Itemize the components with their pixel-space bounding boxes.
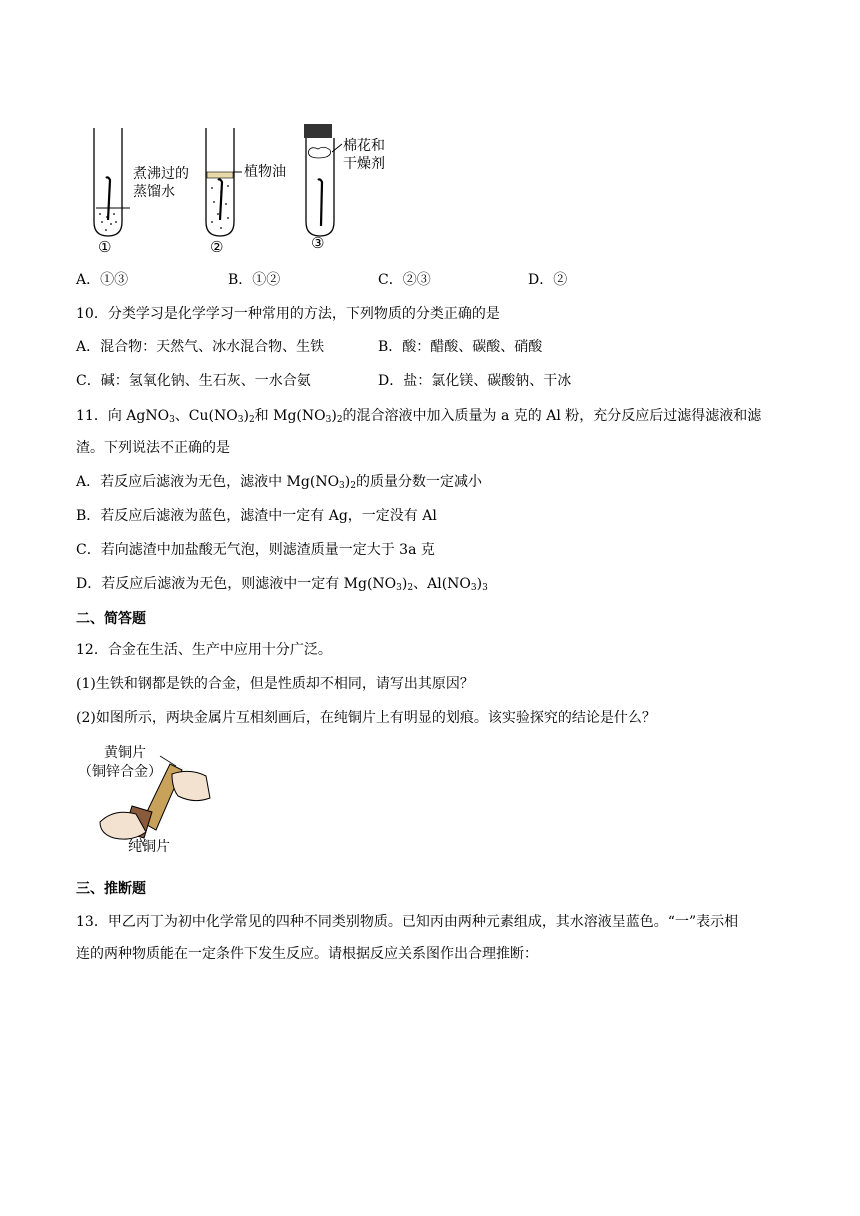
q10-stem: 10．分类学习是化学学习一种常用的方法，下列物质的分类正确的是 — [76, 306, 500, 322]
tube-number-2: ② — [210, 238, 224, 256]
q12-stem: 12．合金在生活、生产中应用十分广泛。 — [76, 642, 332, 658]
q11-stem-line2: 渣。下列说法不正确的是 — [76, 440, 230, 456]
q9-option-c: C．②③ — [378, 272, 431, 288]
q11-option-d: D．若反应后滤液为无色，则滤液中一定有 $Mg(NO_3)_2$、$Al(NO_3)_3$ — [76, 576, 488, 593]
test-tube-3 — [304, 124, 342, 236]
q9-option-a: A．①③ — [76, 272, 129, 288]
q11-option-c: C．若向滤渣中加盐酸无气泡，则滤渣质量一定大于 3a 克 — [76, 542, 435, 558]
q10-option-c: C．碱：氢氧化钠、生石灰、一水合氨 — [76, 373, 311, 389]
q10-option-b: B．酸：醋酸、碳酸、硝酸 — [378, 339, 543, 355]
section-heading-inference: 三、推断题 — [76, 881, 146, 897]
q9-option-d: D．② — [528, 272, 568, 288]
label-boiled-water: 煮沸过的 蒸馏水 — [133, 166, 189, 200]
hand-right — [172, 771, 210, 800]
label-vegetable-oil: 植物油 — [244, 164, 286, 180]
q13-stem-line2: 连的两种物质能在一定条件下发生反应。请根据反应关系图作出合理推断： — [76, 946, 538, 962]
label-copper-zinc-alloy: （铜锌合金） — [78, 764, 162, 780]
q11-option-a: A．若反应后滤液为无色，滤液中 $Mg(NO_3)_2$的质量分数一定减小 — [76, 474, 482, 491]
q10-option-d: D．盐：氯化镁、碳酸钠、干冰 — [378, 373, 572, 389]
label-brass-plate: 黄铜片 — [104, 745, 146, 761]
q9-option-b: B．①② — [228, 272, 281, 288]
section-heading-short-answer: 二、简答题 — [76, 611, 146, 627]
q13-stem-line1: 13．甲乙丙丁为初中化学常见的四种不同类别物质。已知丙由两种元素组成，其水溶液呈蓝色。“一”表示相 — [76, 914, 739, 930]
test-tube-2 — [206, 128, 242, 236]
q10-option-a: A．混合物：天然气、冰水混合物、生铁 — [76, 339, 325, 355]
test-tube-figure — [80, 122, 380, 262]
test-tube-1 — [94, 128, 130, 236]
test-tubes-drawing — [80, 122, 380, 262]
label-cotton-desiccant: 棉花和 干燥剂 — [343, 138, 385, 172]
tube-number-3: ③ — [311, 234, 325, 252]
q11-option-b: B．若反应后滤液为蓝色，滤渣中一定有 Ag，一定没有 Al — [76, 508, 437, 524]
q12-part2: (2)如图所示，两块金属片互相刻画后，在纯铜片上有明显的划痕。该实验探究的结论是什么？ — [76, 710, 656, 726]
q12-part1: (1)生铁和钢都是铁的合金，但是性质却不相同，请写出其原因？ — [76, 676, 474, 692]
tube-number-1: ① — [98, 238, 112, 256]
label-pure-copper-plate: 纯铜片 — [128, 839, 170, 855]
q11-stem-line1: 11．向 AgNO$_3$、$Cu(NO_3)_2$和 $Mg(NO_3)_2$的混合溶液中加入质量为 a 克的 Al 粉，充分反应后过滤得滤液和滤 — [76, 408, 762, 425]
